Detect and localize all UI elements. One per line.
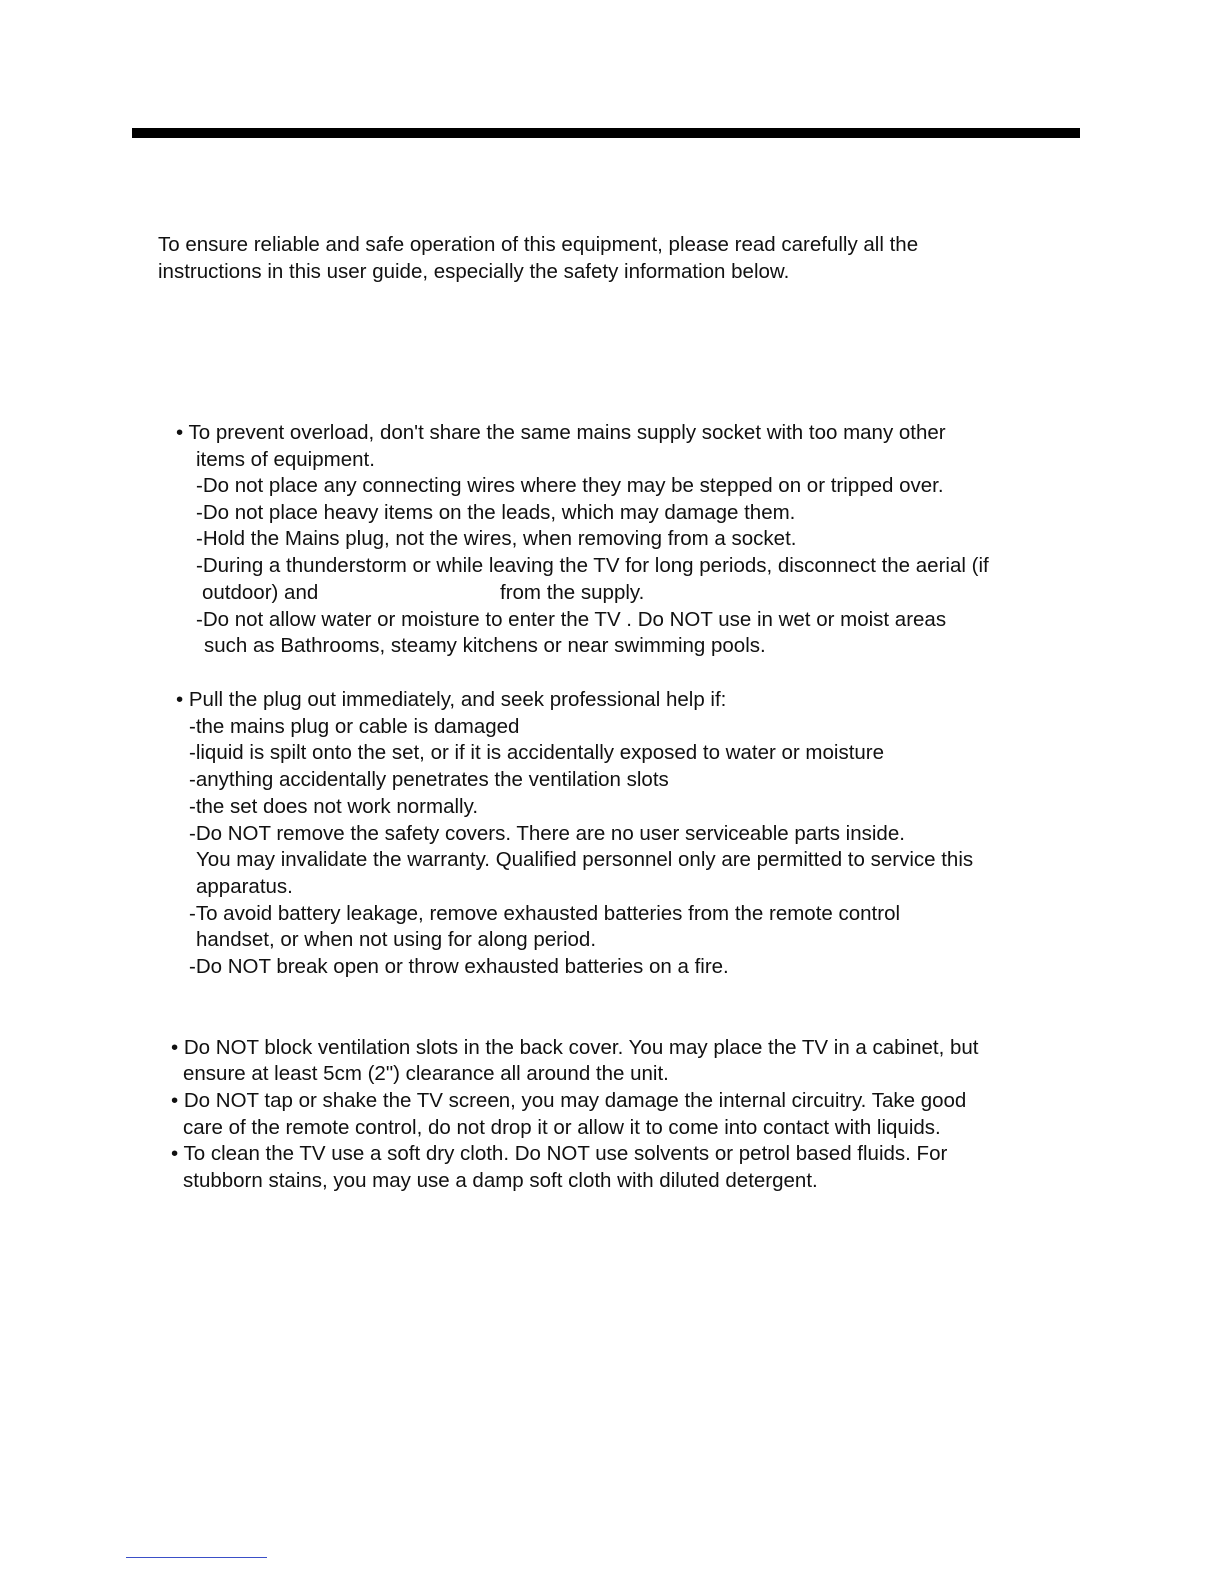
list-line: -Hold the Mains plug, not the wires, when removing from a socket. [196, 527, 797, 550]
list-line: ensure at least 5cm (2") clearance all around the unit. [183, 1062, 669, 1085]
list-line: outdoor) and [202, 581, 319, 604]
list-line: stubborn stains, you may use a damp soft cloth with diluted detergent. [183, 1169, 818, 1192]
header-rule [132, 128, 1080, 138]
list-line: -Do not place any connecting wires where they may be stepped on or tripped over. [196, 474, 944, 497]
intro-line: instructions in this user guide, especially the safety information below. [158, 260, 790, 283]
list-line: items of equipment. [196, 448, 375, 471]
list-line: such as Bathrooms, steamy kitchens or near swimming pools. [204, 634, 766, 657]
list-line: -Do NOT break open or throw exhausted batteries on a fire. [189, 955, 729, 978]
list-line: -liquid is spilt onto the set, or if it is accidentally exposed to water or moisture [189, 741, 885, 764]
list-line: from the supply. [500, 581, 645, 604]
list-line: -During a thunderstorm or while leaving the TV for long periods, disconnect the aerial (if [196, 554, 989, 577]
list-line: apparatus. [196, 875, 293, 898]
list-line: -To avoid battery leakage, remove exhausted batteries from the remote control [189, 902, 901, 925]
bullet-screen-care: • Do NOT tap or shake the TV screen, you may damage the internal circuitry. Take good [171, 1089, 967, 1112]
bullet-cleaning: • To clean the TV use a soft dry cloth. Do NOT use solvents or petrol based fluids. For [171, 1142, 948, 1165]
list-line: -the set does not work normally. [189, 795, 479, 818]
bullet-ventilation: • Do NOT block ventilation slots in the back cover. You may place the TV in a cabinet, but [171, 1036, 979, 1059]
bullet-pull-plug: • Pull the plug out immediately, and seek professional help if: [176, 688, 727, 711]
list-line: -the mains plug or cable is damaged [189, 715, 520, 738]
list-line: You may invalidate the warranty. Qualified personnel only are permitted to service this [196, 848, 974, 871]
intro-line: To ensure reliable and safe operation of this equipment, please read carefully all the [158, 233, 919, 256]
list-line: -Do NOT remove the safety covers. There are no user serviceable parts inside. [189, 822, 905, 845]
bullet-power-overload: • To prevent overload, don't share the same mains supply socket with too many other [176, 421, 946, 444]
list-line: handset, or when not using for along period. [196, 928, 597, 951]
list-line: care of the remote control, do not drop it or allow it to come into contact with liquids. [183, 1116, 941, 1139]
list-line: -Do not place heavy items on the leads, which may damage them. [196, 501, 796, 524]
footer-underline [126, 1557, 267, 1558]
list-line: -anything accidentally penetrates the ventilation slots [189, 768, 669, 791]
list-line: -Do not allow water or moisture to enter the TV . Do NOT use in wet or moist areas [196, 608, 947, 631]
